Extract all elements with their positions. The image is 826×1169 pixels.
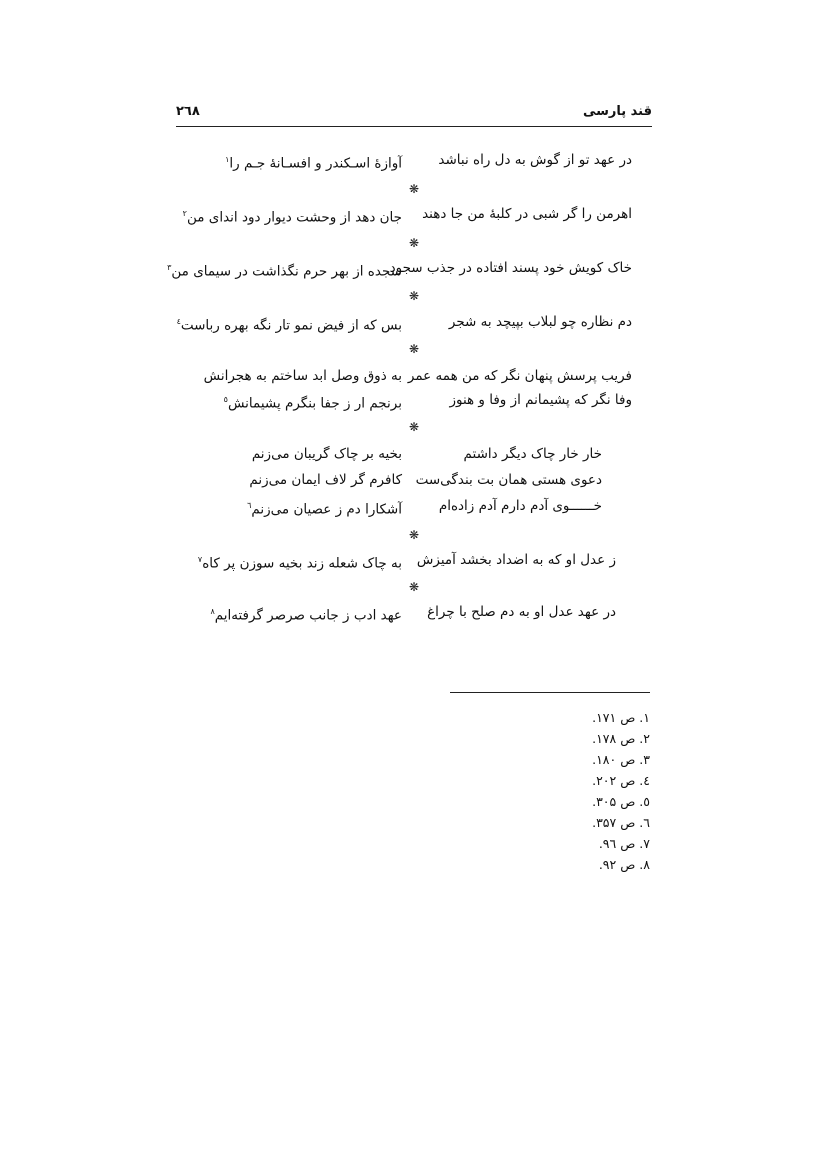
footnote-ref: ۲ (182, 209, 187, 218)
verse-hemistich-2: به ذوق وصل ابد ساختم به هجرانش (203, 368, 402, 384)
verse-hemistich-1: در عهد عدل او به دم صلح با چراغ (427, 604, 616, 620)
verse-hemistich-2: بخیه بر چاک گریبان می‌زنم (251, 446, 402, 462)
footnote: ۳. ص ۱۸۰. (592, 752, 650, 767)
verse-hemistich-2: سجده از بهر حرم نگذاشت در سیمای من$^۳$ (167, 263, 402, 280)
verse-hemistich-1: در عهد تو از گوش به دل راه نباشد (438, 152, 632, 168)
verse-hemistich-1: خار خار چاک دیگر داشتم (463, 446, 602, 462)
verse-hemistich-1: اهرمن را گر شبی در کلبۀ من جا دهند (422, 206, 632, 222)
footnote-ref: ٦ (247, 501, 252, 510)
verse-hemistich-1: خاک کویش خود پسند افتاده در جذب سجود (389, 260, 632, 276)
footnote-ref: ۷ (197, 555, 203, 564)
verse-hemistich-2: آشکارا دم ز عصیان می‌زنم$^٦$ (247, 501, 402, 518)
verse-hemistich-2: کافرم گر لاف ایمان می‌زنم (249, 472, 402, 488)
verse-hemistich-2: به چاک شعله زند بخیه سوزن پر کاه$^۷$ (197, 555, 402, 572)
verse-separator: ❋ (408, 528, 420, 542)
verse-hemistich-1: فریب پرسش پنهان نگر که من همه عمر (407, 368, 632, 384)
verse-separator: ❋ (408, 289, 420, 303)
verse-hemistich-2: عهد ادب ز جانب صرصر گرفته‌ایم$^۸$ (210, 607, 402, 624)
footnote-ref: ٤ (176, 317, 181, 326)
footnote-ref: ۳ (167, 263, 172, 272)
verse-separator: ❋ (408, 342, 420, 356)
verse-hemistich-2: آوازۀ اسـکندر و افسـانۀ جـم را$^۱$ (225, 155, 402, 172)
verse-hemistich-1: ز عدل او که به اضداد بخشد آمیزش (416, 552, 616, 568)
footnote-ref: ۱ (225, 155, 230, 164)
verse-hemistich-1: دم نظاره چو لبلاب بپیچد به شجر (448, 314, 632, 330)
footnote-divider (450, 692, 650, 693)
verse-hemistich-2: برنجم ار ز جفا بنگرم پشیمانش$^٥$ (223, 395, 402, 412)
page-number: ۲٦۸ (176, 104, 200, 119)
verse-hemistich-1: وفا نگر که پشیمانم از وفا و هنوز (449, 392, 632, 408)
verse-hemistich-1: دعوی هستی همان بت بندگی‌ست (415, 472, 602, 488)
footnote: ٥. ص ۳۰۵. (592, 794, 650, 809)
verse-separator: ❋ (408, 580, 420, 594)
page-header (176, 100, 652, 127)
verse-hemistich-1: خــــــوی آدم دارم آدم زاده‌ام (438, 498, 602, 514)
verse-hemistich-2: جان دهد از وحشت دیوار دود اندای من$^۲$ (182, 209, 402, 226)
verse-separator: ❋ (408, 420, 420, 434)
footnote: ۱. ص ۱۷۱. (592, 710, 650, 725)
footnote-ref: ۸ (210, 607, 215, 616)
footnote: ۲. ص ۱۷۸. (592, 731, 650, 746)
footnote: ٦. ص ۳۵۷. (592, 815, 650, 830)
footnote-ref: ٥ (223, 395, 228, 404)
verse-separator: ❋ (408, 236, 420, 250)
footnote: ۸. ص ۹۲. (598, 857, 650, 872)
footnote: ٤. ص ۲۰۲. (592, 773, 650, 788)
verse-separator: ❋ (408, 182, 420, 196)
verse-hemistich-2: بس که از فیض نمو تار نگه بهره رباست$^٤$ (176, 317, 402, 334)
footnote: ۷. ص ۹٦. (598, 836, 650, 851)
running-title: قند پارسی (582, 104, 652, 119)
